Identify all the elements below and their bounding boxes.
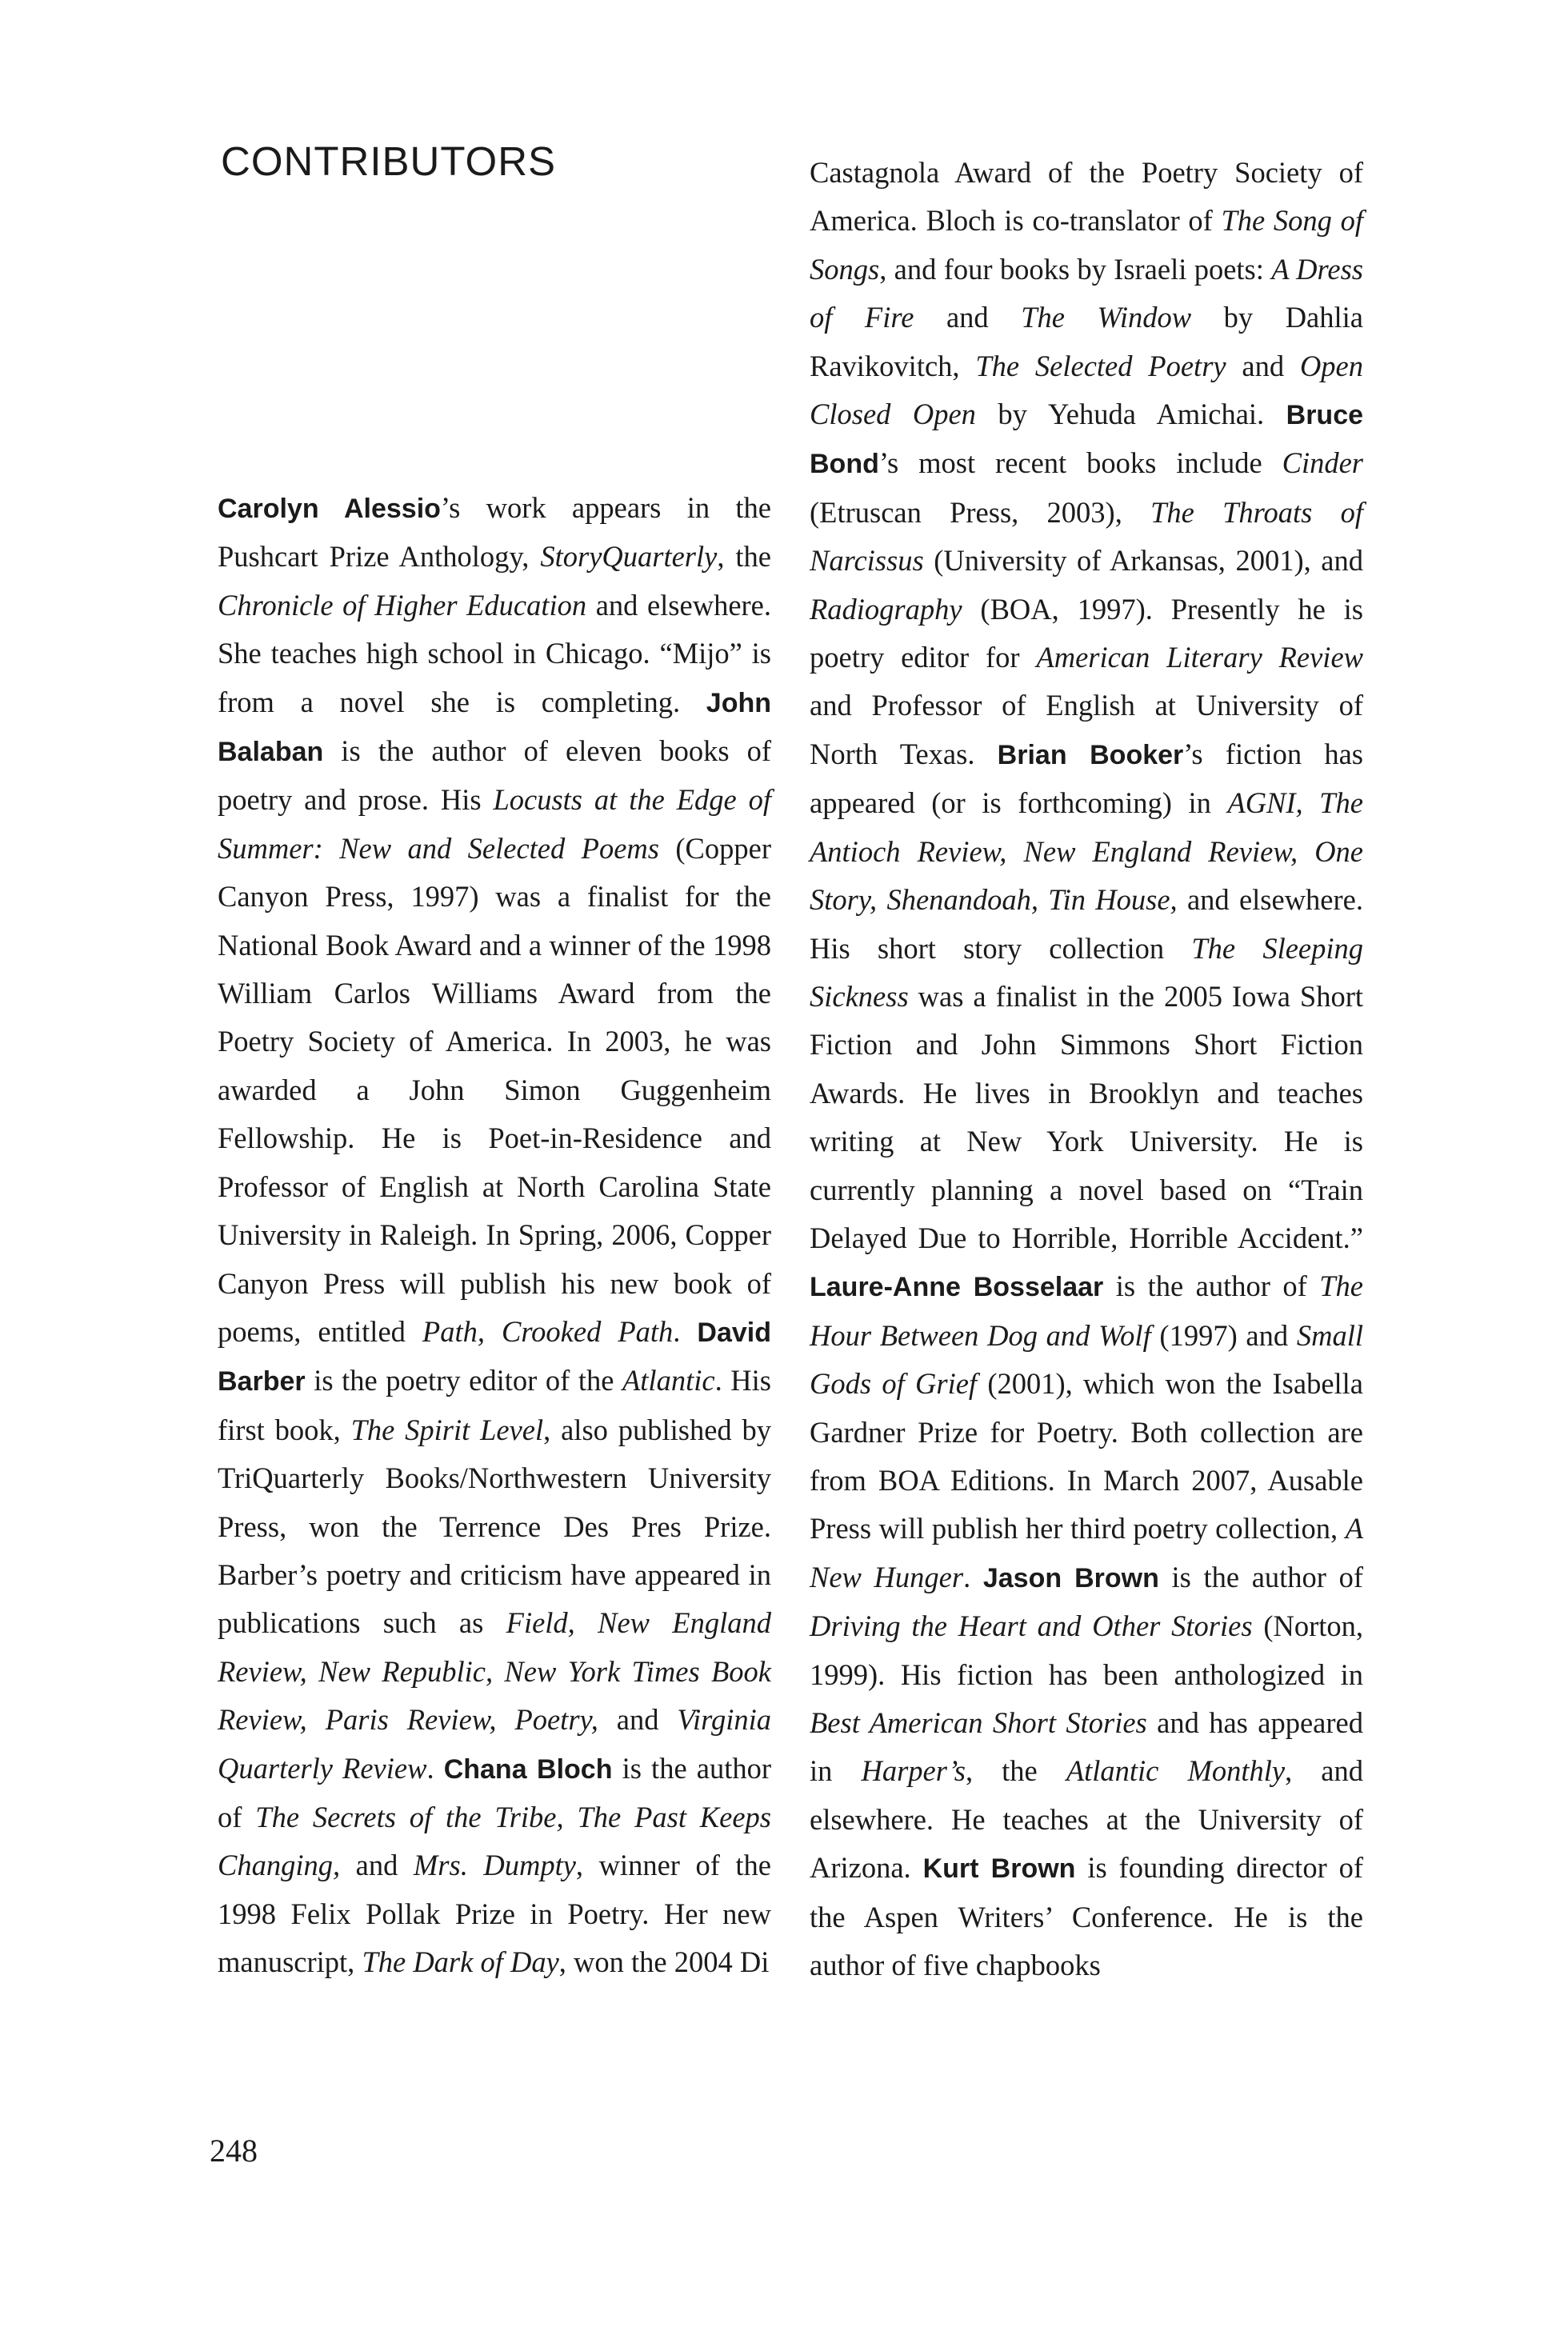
body-text: and: [914, 301, 1022, 334]
title-text: StoryQuarterly: [540, 540, 718, 574]
body-text: .: [673, 1314, 698, 1348]
title-text: A Dress of Fire: [810, 252, 1363, 334]
body-text: and Professor of English at University of North Texas.: [810, 689, 1363, 770]
title-text: American Literary Review: [1036, 641, 1363, 674]
body-text: and elsewhere. His short story collection: [810, 883, 1363, 965]
title-text: A New Hunger: [810, 1512, 1363, 1593]
body-text: , and four books by Israeli poets:: [879, 252, 1272, 286]
body-text: (Copper Canyon Press, 1997) was a finalist for the National Book Award and a winner of the 1998 William Carlos Williams Award from the Poetry Society of America. In 2003, he was awarded a John Simon Guggenheim Fellowship. He is Poet-in-Residence and Professor of English at North Carolina State University in Raleigh. In Spring, 2006, Copper Canyon Press will publish his new book of poems, entitled: [218, 831, 772, 1348]
title-text: Path, Crooked Path: [422, 1314, 674, 1348]
body-text: is the author of eleven books of poetry and prose. His: [218, 734, 771, 817]
title-text: The Hour Between Dog and Wolf: [810, 1269, 1363, 1352]
body-text: ’s work appears in the Pushcart Prize Anthology,: [218, 491, 771, 574]
body-text: is founding director of the Aspen Writers’ Conference. He is the author of five chapbooks: [810, 1851, 1364, 1982]
body-text: (Etruscan Press, 2003),: [810, 495, 1151, 529]
title-text: Chronicle of Higher Education: [218, 588, 587, 622]
title-text: Atlantic: [622, 1364, 715, 1397]
body-text: is the author of: [1158, 1560, 1364, 1593]
title-text: The Selected Poetry: [975, 349, 1226, 382]
body-text: is the poetry editor of the: [305, 1364, 622, 1397]
body-text: is the author of: [218, 1751, 771, 1833]
right-text-column: [810, 149, 1363, 1989]
body-text: and: [340, 1849, 414, 1882]
body-text: and: [1226, 349, 1300, 382]
title-text: Cinder: [1282, 446, 1363, 480]
title-text: The Song of Songs: [810, 204, 1363, 286]
body-text: (BOA, 1997). Presently he is poetry editor for: [810, 592, 1363, 674]
title-text: Atlantic Monthly: [1066, 1754, 1286, 1788]
body-text: was a finalist in the 2005 Iowa Short Fiction and John Simmons Short Fiction Awards. He lives in Brooklyn and teaches writing at New York University. He is currently planning a novel based on “Train Delayed Due to Horrible, Horrible Accident.”: [810, 979, 1363, 1254]
body-text: , also published by TriQuarterly Books/Northwestern University Press, won the Terrence Des Pres Prize. Barber’s poetry and criticism have appeared in publications such as: [218, 1413, 771, 1640]
contributor-name: Chana Bloch: [443, 1753, 613, 1785]
body-text: and has appeared in: [810, 1706, 1363, 1788]
title-text: The Throats of Narcissus: [810, 495, 1363, 578]
body-text: by Yehuda Amichai.: [975, 398, 1286, 431]
title-text: Locusts at the Edge of Summer: New and Selected Poems: [218, 783, 771, 865]
page-number: 248: [210, 2133, 258, 2169]
page-heading: CONTRIBUTORS: [221, 138, 557, 184]
body-text: , winner of the 1998 Felix Pollak Prize in Poetry. Her new manuscript,: [218, 1849, 771, 1979]
body-text: and elsewhere. She teaches high school in Chicago. “Mijo” is from a novel she is completing.: [218, 588, 771, 718]
body-text: (Norton, 1999). His fiction has been anthologized in: [810, 1609, 1364, 1691]
title-text: Best American Short Stories: [810, 1706, 1147, 1739]
body-text: Castagnola Award of the Poetry Society of America. Bloch is co-translator of: [810, 156, 1363, 238]
contributor-name: Brian Booker: [997, 739, 1184, 770]
body-text: and: [598, 1703, 678, 1737]
title-text: Field, New England Review, New Republic, New York Times Book Review, Paris Review, Poetry,: [218, 1606, 771, 1737]
body-text: (2001), which won the Isabella Gardner Prize for Poetry. Both collection are from BOA Editions. In March 2007, Ausable Press will publish her third poetry collection,: [810, 1367, 1364, 1545]
title-text: The Dark of Day: [362, 1945, 559, 1979]
body-text: , and elsewhere. He teaches at the University of Arizona.: [810, 1754, 1364, 1885]
title-text: Open Closed Open: [810, 349, 1363, 431]
contributor-name: Jason Brown: [982, 1562, 1159, 1593]
body-text: (University of Arkansas, 2001), and: [923, 544, 1363, 578]
title-text: Small Gods of Grief: [810, 1318, 1363, 1401]
contributor-name: Bruce Bond: [810, 400, 1364, 480]
body-text: ’s most recent books include: [878, 446, 1282, 480]
title-text: Driving the Heart and Other Stories: [810, 1609, 1253, 1643]
body-text: ’s fiction has appeared (or is forthcoming) in: [810, 737, 1363, 820]
title-text: Mrs. Dumpty: [413, 1849, 576, 1882]
contributor-name: David Barber: [218, 1317, 771, 1397]
title-text: The Spirit Level: [350, 1413, 544, 1446]
body-text: , the: [965, 1754, 1066, 1788]
title-text: Radiography: [810, 592, 962, 626]
body-text: , won the 2004 Di: [558, 1945, 770, 1979]
body-text: , the: [717, 540, 772, 574]
body-text: .: [426, 1751, 444, 1785]
contributor-name: Kurt Brown: [922, 1853, 1076, 1885]
body-text: .: [963, 1560, 983, 1593]
title-text: AGNI, The Antioch Review, New England Review, One Story, Shenandoah, Tin House,: [810, 786, 1363, 917]
body-text: by Dahlia Ravikovitch,: [810, 301, 1363, 382]
title-text: The Secrets of the Tribe, The Past Keeps Changing,: [218, 1800, 772, 1882]
body-text: (1997) and: [1150, 1318, 1297, 1352]
title-text: Virginia Quarterly Review: [218, 1703, 771, 1785]
title-text: The Window: [1021, 301, 1192, 334]
title-text: The Sleeping Sickness: [810, 931, 1363, 1013]
body-text: is the author of: [1103, 1269, 1320, 1303]
contributor-name: John Balaban: [218, 687, 771, 768]
body-text: . His first book,: [218, 1364, 771, 1446]
contributor-name: Carolyn Alessio: [218, 494, 441, 524]
title-text: Harper’s: [861, 1754, 966, 1788]
contributor-name: Laure-Anne Bosselaar: [810, 1272, 1104, 1303]
left-text-column: [218, 484, 771, 1987]
